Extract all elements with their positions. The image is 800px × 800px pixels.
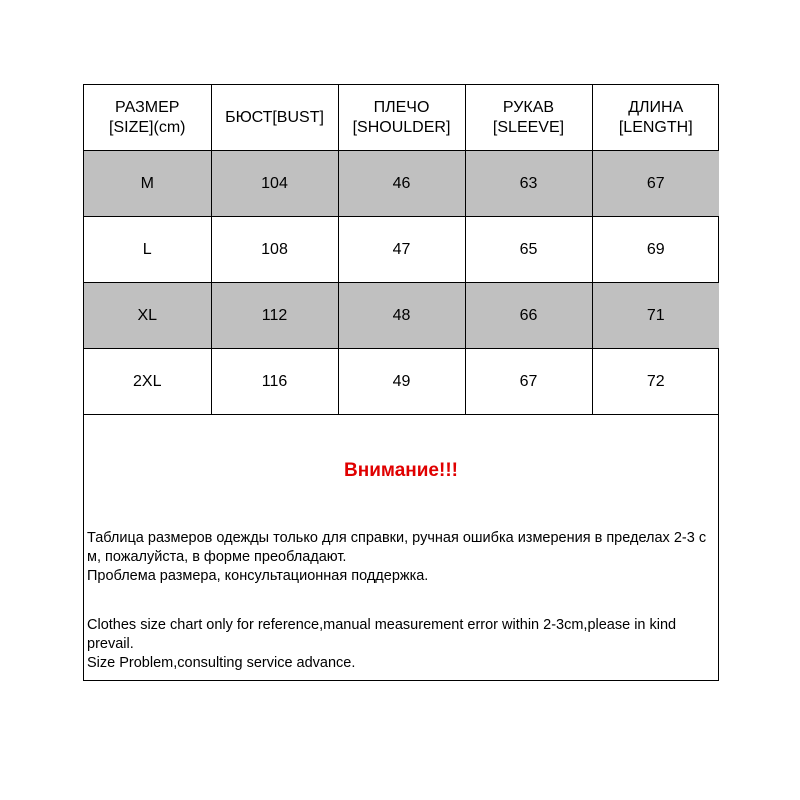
russian-note-line: Таблица размеров одежды только для справки, ручная ошибка измерения в пределах 2-3 с — [87, 530, 707, 546]
cell-size: M — [84, 151, 211, 217]
cell-sleeve: 66 — [465, 283, 592, 349]
header-length — [592, 85, 719, 151]
size-chart — [83, 84, 719, 681]
cell-bust: 112 — [211, 283, 338, 349]
table-row — [84, 349, 719, 415]
english-note-line: prevail. — [87, 636, 134, 652]
cell-shoulder: 49 — [338, 349, 465, 415]
header-bust — [211, 85, 338, 151]
header-shoulder-en: [SHOULDER] — [352, 118, 451, 136]
header-sleeve-ru: РУКАВ — [502, 98, 555, 116]
header-length-ru: ДЛИНА — [628, 98, 684, 116]
table-row — [84, 283, 719, 349]
header-sleeve — [465, 85, 592, 151]
header-size-ru: РАЗМЕР — [115, 98, 180, 116]
header-length-en: [LENGTH] — [618, 118, 693, 136]
size-table — [84, 85, 719, 415]
english-note-line: Size Problem,consulting service advance. — [87, 655, 356, 671]
header-size-en: [SIZE](cm) — [109, 118, 186, 136]
table-row — [84, 151, 719, 217]
header-shoulder-ru: ПЛЕЧО — [373, 98, 430, 116]
attention-heading: Внимание!!! — [344, 460, 458, 481]
header-bust-label: БЮСТ[BUST] — [225, 108, 324, 126]
cell-size: L — [84, 217, 211, 283]
header-size — [84, 85, 211, 151]
cell-length: 67 — [592, 151, 719, 217]
cell-shoulder: 46 — [338, 151, 465, 217]
header-sleeve-en: [SLEEVE] — [492, 118, 565, 136]
cell-bust: 104 — [211, 151, 338, 217]
cell-bust: 108 — [211, 217, 338, 283]
header-shoulder — [338, 85, 465, 151]
cell-sleeve: 67 — [465, 349, 592, 415]
table-row — [84, 217, 719, 283]
table-header-row — [84, 85, 719, 151]
russian-note — [87, 529, 717, 586]
cell-sleeve: 65 — [465, 217, 592, 283]
cell-length: 69 — [592, 217, 719, 283]
cell-bust: 116 — [211, 349, 338, 415]
english-note-line: Clothes size chart only for reference,manual measurement error within 2-3cm,please in kind — [87, 617, 677, 633]
cell-sleeve: 63 — [465, 151, 592, 217]
english-note — [87, 616, 717, 673]
cell-size: 2XL — [84, 349, 211, 415]
russian-note-line: м, пожалуйста, в форме преобладают. — [87, 549, 347, 565]
cell-length: 72 — [592, 349, 719, 415]
cell-shoulder: 47 — [338, 217, 465, 283]
cell-length: 71 — [592, 283, 719, 349]
russian-note-line: Проблема размера, консультационная поддержка. — [87, 568, 429, 584]
cell-size: XL — [84, 283, 211, 349]
cell-shoulder: 48 — [338, 283, 465, 349]
